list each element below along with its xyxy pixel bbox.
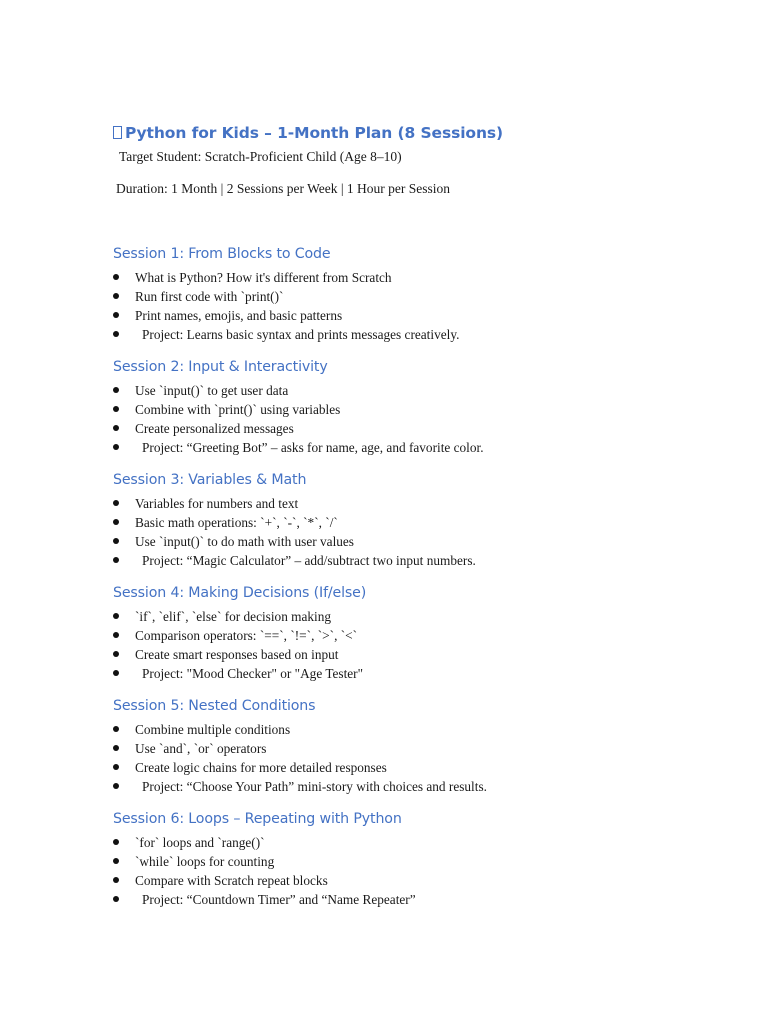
bullet-icon [113,274,119,280]
list-item-text: Use `and`, `or` operators [135,741,267,756]
list-item-text: What is Python? How it's different from Scratch [135,270,392,285]
document-title-text: Python for Kids – 1-Month Plan (8 Sessions) [125,124,504,142]
bullet-icon [113,896,119,902]
duration-line: Duration: 1 Month | 2 Sessions per Week | 1 Hour per Session [116,181,451,196]
project-text: Project: “Choose Your Path” mini-story with choices and results. [142,779,487,794]
bullet-icon [113,500,119,506]
session-heading: Session 6: Loops – Repeating with Python [113,811,402,827]
project-text: Project: “Greeting Bot” – asks for name, age, and favorite color. [142,440,484,455]
list-item-text: Combine multiple conditions [135,722,291,737]
list-item-text: Create smart responses based on input [135,647,339,662]
bullet-icon [113,764,119,770]
bullet-icon [113,406,119,412]
bullet-icon [113,425,119,431]
session-heading: Session 3: Variables & Math [113,472,307,488]
session-heading: Session 1: From Blocks to Code [113,246,331,262]
list-item-text: Comparison operators: `==`, `!=`, `>`, `<` [135,628,358,643]
list-item-text: Run first code with `print()` [135,289,284,304]
bullet-icon [113,331,119,337]
bullet-icon [113,858,119,864]
bullet-icon [113,293,119,299]
bullet-icon [113,387,119,393]
target-student-line: Target Student: Scratch-Proficient Child (Age 8–10) [119,149,402,164]
project-text: Project: "Mood Checker" or "Age Tester" [142,666,364,681]
bullet-icon [113,444,119,450]
list-item-text: Compare with Scratch repeat blocks [135,873,328,888]
session-heading: Session 5: Nested Conditions [113,698,316,714]
bullet-icon [113,839,119,845]
project-text: Project: “Magic Calculator” – add/subtract two input numbers. [142,553,476,568]
list-item-text: `for` loops and `range()` [135,835,265,850]
bullet-icon [113,312,119,318]
bullet-icon [113,877,119,883]
missing-glyph-icon [113,126,122,139]
bullet-icon [113,726,119,732]
session-heading: Session 2: Input & Interactivity [113,359,328,375]
bullet-icon [113,632,119,638]
bullet-icon [113,613,119,619]
bullet-icon [113,557,119,563]
list-item-text: Create logic chains for more detailed responses [135,760,387,775]
project-text: Project: “Countdown Timer” and “Name Repeater” [142,892,416,907]
list-item-text: `while` loops for counting [135,854,275,869]
bullet-icon [113,670,119,676]
bullet-icon [113,745,119,751]
list-item-text: Combine with `print()` using variables [135,402,341,417]
list-item-text: Use `input()` to do math with user values [135,534,354,549]
list-item-text: Create personalized messages [135,421,294,436]
list-item-text: `if`, `elif`, `else` for decision making [135,609,332,624]
session-heading: Session 4: Making Decisions (If/else) [113,585,367,601]
document-title [113,124,503,142]
bullet-icon [113,519,119,525]
bullet-icon [113,651,119,657]
list-item-text: Print names, emojis, and basic patterns [135,308,343,323]
list-item-text: Basic math operations: `+`, `-`, `*`, `/` [135,515,338,530]
list-item-text: Variables for numbers and text [135,496,299,511]
list-item-text: Use `input()` to get user data [135,383,289,398]
project-text: Project: Learns basic syntax and prints messages creatively. [142,327,460,342]
bullet-icon [113,783,119,789]
bullet-icon [113,538,119,544]
